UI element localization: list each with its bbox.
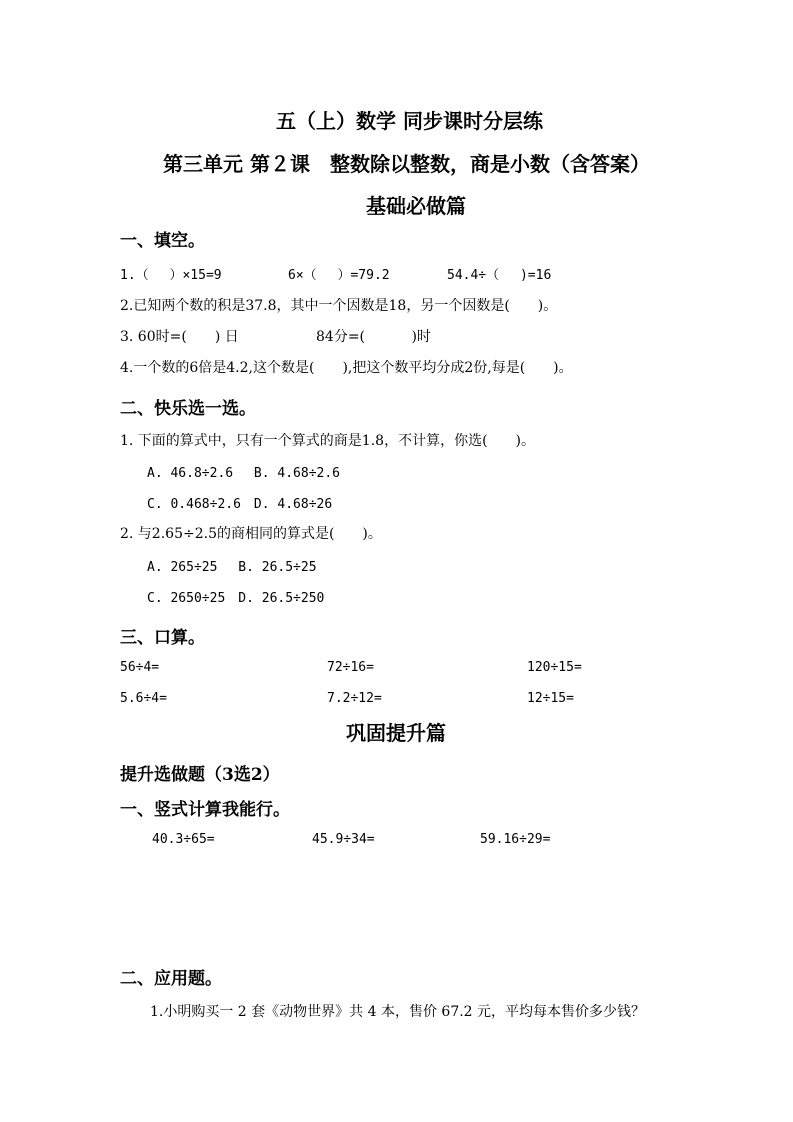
basic-heading: 基础必做篇	[366, 194, 466, 218]
choice-q1-options-cd: C. 0.468÷2.6 D. 4.68÷26	[147, 497, 333, 512]
fill-q1-b: 6×（ ）=79.2	[288, 268, 390, 283]
fill-q3-a: 3. 60时=( ) 日	[120, 329, 239, 345]
mental-item: 72÷16=	[327, 660, 374, 675]
choice-q2-options-cd: C. 2650÷25 D. 26.5÷250	[147, 591, 325, 606]
mental-item: 12÷15=	[527, 691, 574, 706]
vertical-calc-item: 45.9÷34=	[312, 832, 375, 847]
vertical-calc-section-title: 一、竖式计算我能行。	[120, 800, 290, 820]
word-problem-q1: 1.小明购买一 2 套《动物世界》共 4 本，售价 67.2 元，平均每本售价多少钱？	[150, 1004, 646, 1020]
word-problem-section-title: 二、应用题。	[120, 969, 222, 989]
fill-section-title: 一、填空。	[120, 231, 205, 251]
choice-section-title: 二、快乐选一选。	[120, 399, 256, 419]
fill-q1-a: 1.（ ）×15=9	[120, 268, 222, 283]
choice-q1-options-ab: A. 46.8÷2.6 B. 4.68÷2.6	[147, 466, 341, 481]
choice-q2: 2. 与2.65÷2.5的商相同的算式是( )。	[120, 526, 382, 542]
choice-q2-options-ab: A. 265÷25 B. 26.5÷25	[147, 560, 317, 575]
mental-item: 5.6÷4=	[120, 691, 167, 706]
fill-q2: 2.已知两个数的积是37.8，其中一个因数是18，另一个因数是( )。	[120, 298, 558, 314]
mental-item: 120÷15=	[527, 660, 582, 675]
choice-q1: 1. 下面的算式中，只有一个算式的商是1.8，不计算，你选( )。	[120, 433, 535, 449]
advanced-heading: 巩固提升篇	[346, 721, 446, 745]
vertical-calc-item: 40.3÷65=	[152, 832, 215, 847]
fill-q3-b: 84分=( )时	[316, 329, 431, 345]
fill-q4: 4.一个数的6倍是4.2,这个数是( ),把这个数平均分成2份,每是( )。	[120, 360, 573, 376]
fill-q1-c: 54.4÷（ )=16	[447, 268, 552, 283]
vertical-calc-item: 59.16÷29=	[480, 832, 551, 847]
page-subtitle: 第三单元 第２课 整数除以整数，商是小数（含答案）	[163, 152, 650, 176]
mental-item: 56÷4=	[120, 660, 160, 675]
advanced-note: 提升选做题（3选2）	[120, 765, 280, 785]
mental-item: 7.2÷12=	[327, 691, 382, 706]
mental-section-title: 三、口算。	[120, 628, 205, 648]
page-title: 五（上）数学 同步课时分层练	[276, 109, 543, 133]
